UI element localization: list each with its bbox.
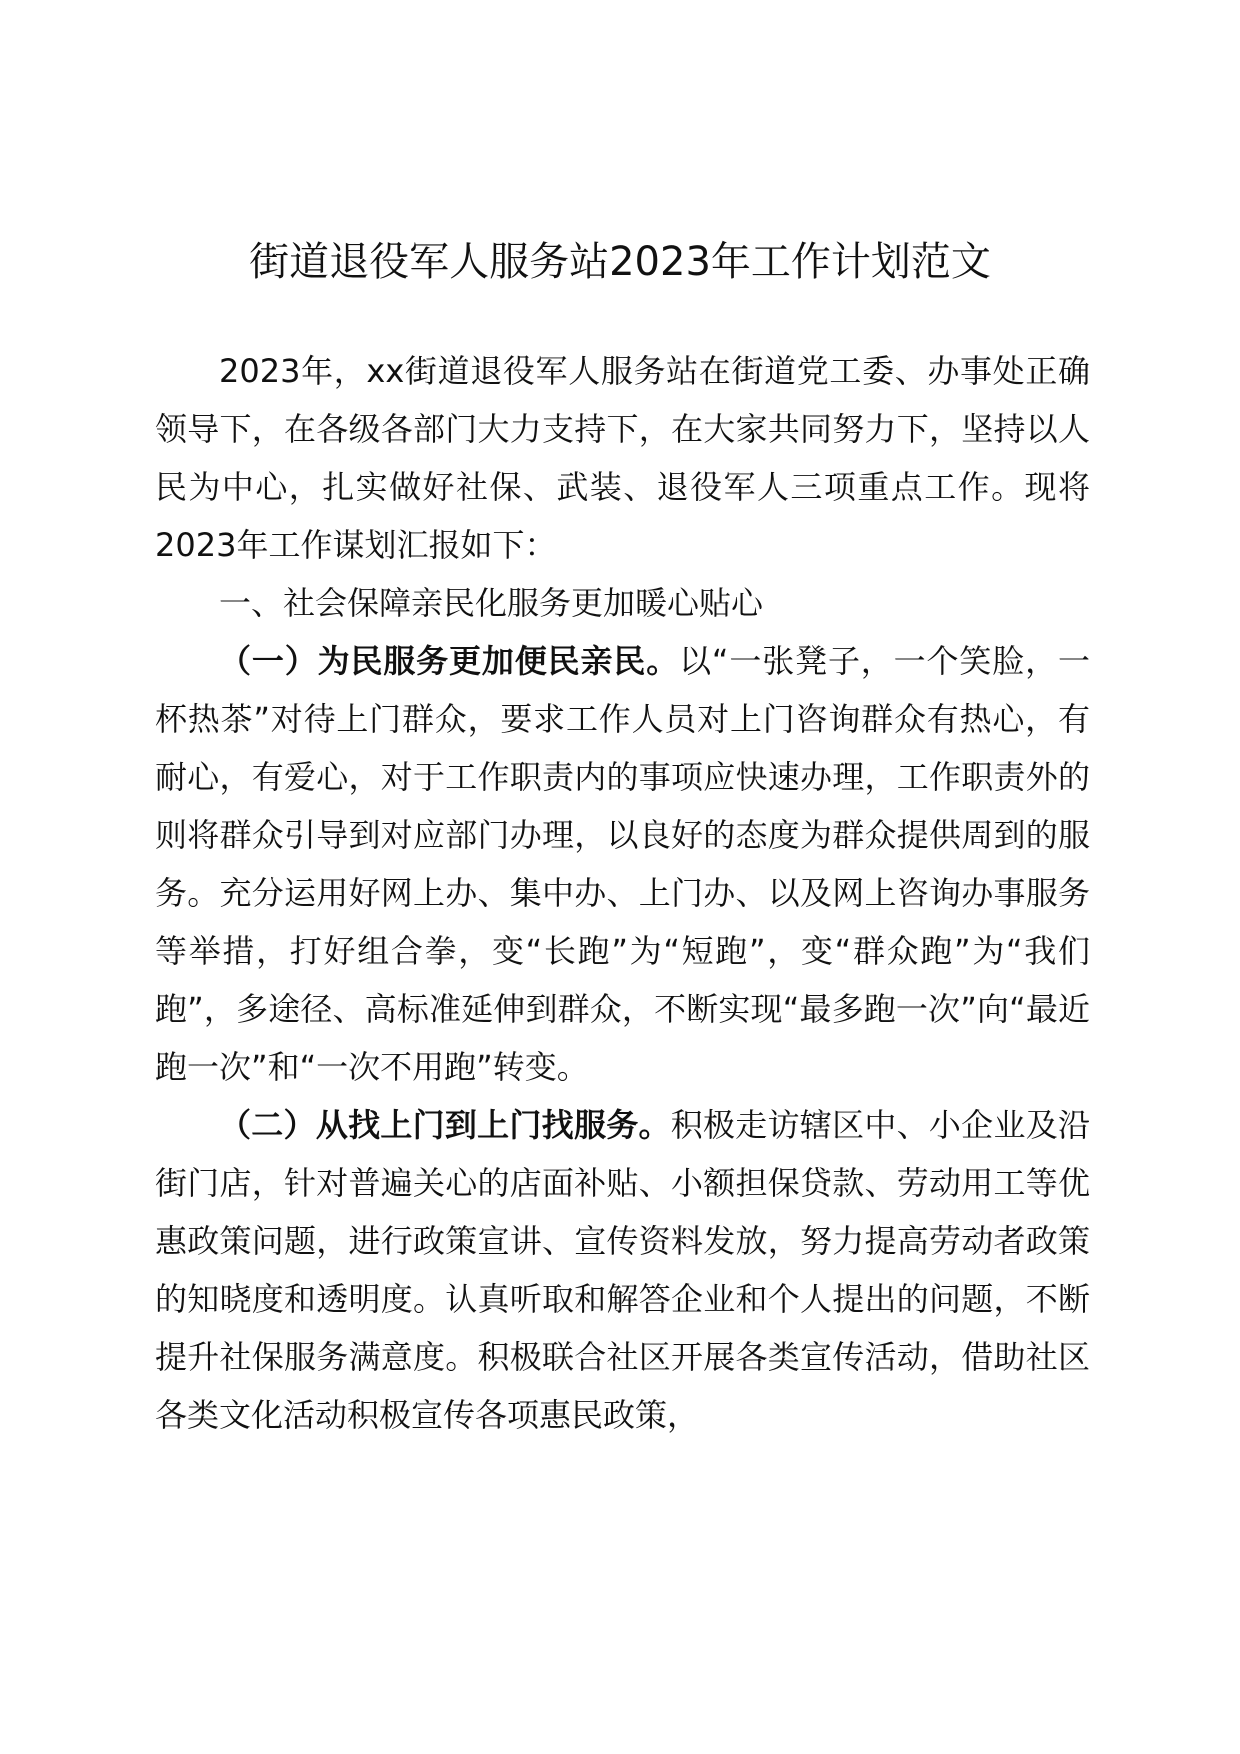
item-lead-1: （一）为民服务更加便民亲民。 <box>219 642 680 680</box>
document-title: 街道退役军人服务站2023年工作计划范文 <box>249 239 991 285</box>
item-paragraph-2 <box>155 1096 1090 1444</box>
item-text-1: 以“一张凳子，一个笑脸，一杯热茶”对待上门群众，要求工作人员对上门咨询群众有热心，有耐心，有爱心，对于工作职责内的事项应快速办理，工作职责外的则将群众引导到对应部门办理，以良好的态度为群众提供周到的服务。充分运用好网上办、集中办、上门办、以及网上咨询办事服务等举措，打好组合拳，变“长跑”为“短跑”，变“群众跑”为“我们跑”，多途径、高标准延伸到群众，不断实现“最多跑一次”向“最近跑一次”和“一次不用跑”转变。 <box>155 642 1090 1086</box>
item-lead-2: （二）从找上门到上门找服务。 <box>219 1106 671 1144</box>
item-paragraph-1 <box>155 632 1090 1096</box>
document-body <box>155 342 1090 1444</box>
section-heading-1: 一、社会保障亲民化服务更加暖心贴心 <box>219 584 764 622</box>
item-text-2: 积极走访辖区中、小企业及沿街门店，针对普遍关心的店面补贴、小额担保贷款、劳动用工等优惠政策问题，进行政策宣讲、宣传资料发放，努力提高劳动者政策的知晓度和透明度。认真听取和解答企业和个人提出的问题，不断提升社保服务满意度。积极联合社区开展各类宣传活动，借助社区各类文化活动积极宣传各项惠民政策， <box>155 1106 1090 1434</box>
intro-paragraph: 2023年，xx街道退役军人服务站在街道党工委、办事处正确领导下，在各级各部门大力支持下，在大家共同努力下，坚持以人民为中心，扎实做好社保、武装、退役军人三项重点工作。现将2023年工作谋划汇报如下： <box>155 352 1090 564</box>
